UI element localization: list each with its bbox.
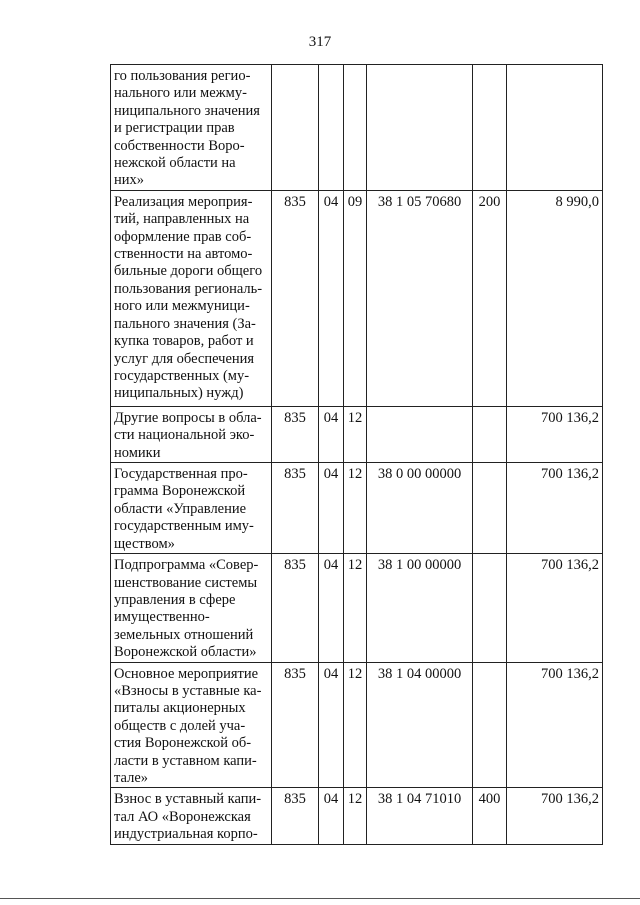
target-article-code-cell: 38 1 04 71010 xyxy=(367,788,473,844)
ministry-code-cell: 835 xyxy=(272,662,319,788)
amount-cell: 700 136,2 xyxy=(507,662,603,788)
amount-cell: 700 136,2 xyxy=(507,554,603,662)
table-row xyxy=(111,65,603,191)
row-name-cell: Взнос в уставный капи- тал АО «Воронежская индустриальная корпо- xyxy=(111,788,272,844)
expense-type-code-cell xyxy=(473,463,507,554)
section-code-cell: 04 xyxy=(319,788,344,844)
budget-table xyxy=(110,64,603,845)
expense-type-code-cell xyxy=(473,65,507,191)
ministry-code-cell: 835 xyxy=(272,190,319,406)
subsection-code-cell: 12 xyxy=(344,554,367,662)
subsection-code-cell: 12 xyxy=(344,662,367,788)
expense-type-code-cell xyxy=(473,554,507,662)
section-code-cell: 04 xyxy=(319,554,344,662)
expense-type-code-cell: 400 xyxy=(473,788,507,844)
table-row xyxy=(111,406,603,462)
target-article-code-cell: 38 1 05 70680 xyxy=(367,190,473,406)
budget-table-body xyxy=(111,65,603,845)
subsection-code-cell: 09 xyxy=(344,190,367,406)
ministry-code-cell: 835 xyxy=(272,788,319,844)
amount-cell: 700 136,2 xyxy=(507,406,603,462)
subsection-code-cell: 12 xyxy=(344,406,367,462)
expense-type-code-cell xyxy=(473,406,507,462)
subsection-code-cell: 12 xyxy=(344,463,367,554)
row-name-cell: Основное мероприятие «Взносы в уставные ка- питалы акционерных обществ с долей уча- стия Воронежской об- ласти в уставном капи- тале» xyxy=(111,662,272,788)
row-name-cell: го пользования регио- нального или межму- ниципального значения и регистрации прав собственности Воро- нежской области на них» xyxy=(111,65,272,191)
row-name-cell: Реализация мероприя- тий, направленных на оформление прав соб- ственности на автомо- бильные дороги общего пользования региональ- ного или межмуници- пального значения (За- купка товаров, работ и услуг для обеспечения государственных (му- ниципальных) нужд) xyxy=(111,190,272,406)
target-article-code-cell: 38 1 00 00000 xyxy=(367,554,473,662)
row-name-cell: Государственная про- грамма Воронежской области «Управление государственным иму- ществом» xyxy=(111,463,272,554)
target-article-code-cell xyxy=(367,65,473,191)
section-code-cell xyxy=(319,65,344,191)
section-code-cell: 04 xyxy=(319,463,344,554)
ministry-code-cell: 835 xyxy=(272,554,319,662)
section-code-cell: 04 xyxy=(319,406,344,462)
row-name-cell: Другие вопросы в обла- сти национальной эко- номики xyxy=(111,406,272,462)
expense-type-code-cell xyxy=(473,662,507,788)
table-row xyxy=(111,190,603,406)
row-name-cell: Подпрограмма «Совер- шенствование системы управления в сфере имущественно- земельных отношений Воронежской области» xyxy=(111,554,272,662)
subsection-code-cell: 12 xyxy=(344,788,367,844)
target-article-code-cell: 38 0 00 00000 xyxy=(367,463,473,554)
subsection-code-cell xyxy=(344,65,367,191)
amount-cell: 8 990,0 xyxy=(507,190,603,406)
target-article-code-cell xyxy=(367,406,473,462)
target-article-code-cell: 38 1 04 00000 xyxy=(367,662,473,788)
amount-cell: 700 136,2 xyxy=(507,788,603,844)
expense-type-code-cell: 200 xyxy=(473,190,507,406)
amount-cell xyxy=(507,65,603,191)
page-number: 317 xyxy=(308,34,332,50)
section-code-cell: 04 xyxy=(319,190,344,406)
table-row xyxy=(111,463,603,554)
table-row xyxy=(111,554,603,662)
ministry-code-cell xyxy=(272,65,319,191)
amount-cell: 700 136,2 xyxy=(507,463,603,554)
footer-rule xyxy=(0,898,640,899)
ministry-code-cell: 835 xyxy=(272,463,319,554)
table-row xyxy=(111,788,603,844)
ministry-code-cell: 835 xyxy=(272,406,319,462)
section-code-cell: 04 xyxy=(319,662,344,788)
table-row xyxy=(111,662,603,788)
